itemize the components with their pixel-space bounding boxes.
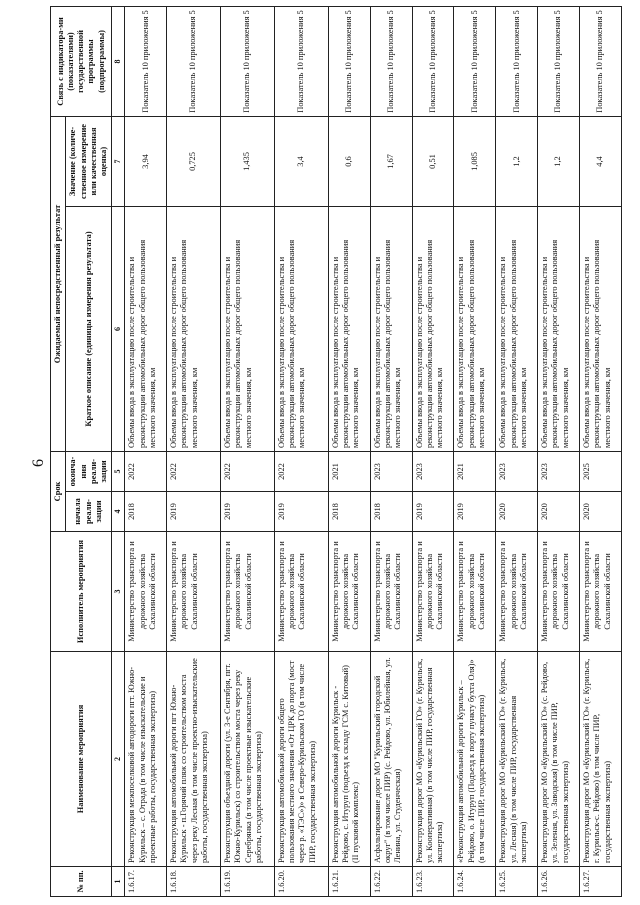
- row-link: Показатель 10 приложения 5: [125, 6, 167, 116]
- row-name: Реконструкция дорог МО «Курильский ГО» (г. Курильск, ул. Лесная) (в том числе ПИР, государственная экспертиза): [496, 652, 538, 867]
- row-number: 1.6.18.: [167, 867, 221, 897]
- row-link: Показатель 10 приложения 5: [274, 6, 328, 116]
- row-start: 2020: [496, 492, 538, 532]
- row-executor: Министерство транспорта и дорожного хозяйства Сахалинской области: [125, 532, 167, 652]
- row-link: Показатель 10 приложения 5: [538, 6, 580, 116]
- column-number: 8: [112, 6, 125, 116]
- row-start: 2018: [370, 492, 412, 532]
- row-name: «Реконструкция автомобильной дороги Курильск – Рейдово, о. Итуруп (Подъезд к порту пункту бухта Оля)» (в том числе ПИР, государственная экспертиза): [454, 652, 496, 867]
- row-value: 1,2: [496, 116, 538, 206]
- row-link: Показатель 10 приложения 5: [454, 6, 496, 116]
- row-description: Объемы ввода в эксплуатацию после строительства и реконструкции автомобильных дорог общего пользования местного значения, км: [221, 206, 275, 451]
- row-value: 0,51: [412, 116, 454, 206]
- row-start: 2019: [454, 492, 496, 532]
- row-value: 4,4: [580, 116, 622, 206]
- table-row: [496, 6, 538, 896]
- header-executor: Исполнитель мероприятия: [51, 532, 112, 652]
- row-name: Реконструкция межпоселковой автодороги пгт. Южно-Курильск – с. Отрада (в том числе изыскательские и проектные работы, государственная экспертиза): [125, 652, 167, 867]
- row-start: 2018: [125, 492, 167, 532]
- row-executor: Министерство транспорта и дорожного хозяйства Сахалинской области: [580, 532, 622, 652]
- page-number: 6: [30, 459, 47, 467]
- table-row: [125, 6, 167, 896]
- row-link: Показатель 10 приложения 5: [167, 6, 221, 116]
- row-start: 2019: [221, 492, 275, 532]
- row-start: 2019: [167, 492, 221, 532]
- row-number: 1.6.20.: [274, 867, 328, 897]
- table-row: [167, 6, 221, 896]
- column-number: 1: [112, 867, 125, 897]
- row-executor: Министерство транспорта и дорожного хозяйства Сахалинской области: [167, 532, 221, 652]
- row-description: Объемы ввода в эксплуатацию после строительства и реконструкции автомобильных дорог общего пользования местного значения, км: [370, 206, 412, 451]
- row-value: 1,085: [454, 116, 496, 206]
- row-name: Реконструкция автомобильной дороги пгт Южно-Курильск - п.Горячий пляж со строительством моста через реку Лесная (в том числе проектно-изыскательские работы, государственная экспертиза): [167, 652, 221, 867]
- column-number: 7: [112, 116, 125, 206]
- row-number: 1.6.23.: [412, 867, 454, 897]
- row-number: 1.6.24.: [454, 867, 496, 897]
- row-name: Реконструкция дорог МО «Курильский ГО» (г. Курильск, ул. Кооперативная) (в том числе ПИР, государственная экспертиза): [412, 652, 454, 867]
- row-number: 1.6.21.: [328, 867, 370, 897]
- table-row: [454, 6, 496, 896]
- header-link: Связь с индикатора-ми (показателями) государственной программы (подпрограммы): [51, 6, 112, 116]
- row-value: 1,2: [538, 116, 580, 206]
- row-link: Показатель 10 приложения 5: [370, 6, 412, 116]
- row-value: 3,4: [274, 116, 328, 206]
- row-description: Объемы ввода в эксплуатацию после строительства и реконструкции автомобильных дорог общего пользования местного значения, км: [580, 206, 622, 451]
- activities-table: [50, 6, 622, 897]
- row-executor: Министерство транспорта и дорожного хозяйства Сахалинской области: [496, 532, 538, 652]
- row-description: Объемы ввода в эксплуатацию после строительства и реконструкции автомобильных дорог общего пользования местного значения, км: [538, 206, 580, 451]
- row-start: 2019: [412, 492, 454, 532]
- row-end: 2023: [412, 451, 454, 491]
- table-row: [370, 6, 412, 896]
- column-number: 5: [112, 451, 125, 491]
- header-expected-value: Значение (количе-ственное измерение или качественная оценка): [66, 116, 112, 206]
- row-value: 0,725: [167, 116, 221, 206]
- row-description: Объемы ввода в эксплуатацию после строительства и реконструкции автомобильных дорог общего пользования местного значения, км: [454, 206, 496, 451]
- row-name: Реконструкция автомобильной дороги Курильск - Рейдово, с. Итуруп (подъезд к складу ГСМ с. Китовый) (II пусковой комплекс): [328, 652, 370, 867]
- row-description: Объемы ввода в эксплуатацию после строительства и реконструкции автомобильных дорог общего пользования местного значения, км: [125, 206, 167, 451]
- row-executor: Министерство транспорта и дорожного хозяйства Сахалинской области: [221, 532, 275, 652]
- row-executor: Министерство транспорта и дорожного хозяйства Сахалинской области: [328, 532, 370, 652]
- row-executor: Министерство транспорта и дорожного хозяйства Сахалинской области: [274, 532, 328, 652]
- row-value: 1,435: [221, 116, 275, 206]
- row-description: Объемы ввода в эксплуатацию после строительства и реконструкции автомобильных дорог общего пользования местного значения, км: [328, 206, 370, 451]
- row-end: 2025: [580, 451, 622, 491]
- column-number-row: [112, 6, 125, 896]
- table-row: [221, 6, 275, 896]
- column-number: 6: [112, 206, 125, 451]
- header-expected-desc: Краткое описание (единицы измерения результата): [66, 206, 112, 451]
- row-description: Объемы ввода в эксплуатацию после строительства и реконструкции автомобильных дорог общего пользования местного значения, км: [412, 206, 454, 451]
- header-term: Срок: [51, 451, 66, 531]
- row-end: 2021: [328, 451, 370, 491]
- row-link: Показатель 10 приложения 5: [496, 6, 538, 116]
- row-description: Объемы ввода в эксплуатацию после строительства и реконструкции автомобильных дорог общего пользования местного значения, км: [274, 206, 328, 451]
- row-end: 2022: [125, 451, 167, 491]
- column-number: 2: [112, 652, 125, 867]
- row-value: 3,94: [125, 116, 167, 206]
- row-description: Объемы ввода в эксплуатацию после строительства и реконструкции автомобильных дорог общего пользования местного значения, км: [496, 206, 538, 451]
- row-end: 2022: [167, 451, 221, 491]
- column-number: 4: [112, 492, 125, 532]
- row-start: 2018: [328, 492, 370, 532]
- row-executor: Министерство транспорта и дорожного хозяйства Сахалинской области: [538, 532, 580, 652]
- row-number: 1.6.25.: [496, 867, 538, 897]
- row-number: 1.6.22.: [370, 867, 412, 897]
- row-name: Реконструкция автомобильной дороги общего пользования местного значения «От ЦРК до порта (мост через р. «ТЭС»)» в Северо-Курильском ГО (в том числе ПИР, государственная экспертиза): [274, 652, 328, 867]
- column-number: 3: [112, 532, 125, 652]
- row-end: 2022: [221, 451, 275, 491]
- row-name: Реконструкция дорог МО «Курильский ГО» (г. Курильск, г. Курильск-с. Рейдово) (в том числе ПИР, государственная экспертиза): [580, 652, 622, 867]
- row-end: 2023: [496, 451, 538, 491]
- row-number: 1.6.27.: [580, 867, 622, 897]
- row-executor: Министерство транспорта и дорожного хозяйства Сахалинской области: [370, 532, 412, 652]
- row-name: Реконструкция объездной дороги (ул. 3-е Сентября, пгт. Южно-Курильск) со строительством моста через реку Серебрянка (в том числе проектные изыскательские работы, государственная экспертиза): [221, 652, 275, 867]
- row-start: 2019: [274, 492, 328, 532]
- header-expected: Ожидаемый непосредственный результат: [51, 116, 66, 451]
- table-row: [274, 6, 328, 896]
- row-number: 1.6.17.: [125, 867, 167, 897]
- row-end: 2021: [454, 451, 496, 491]
- row-description: Объемы ввода в эксплуатацию после строительства и реконструкции автомобильных дорог общего пользования местного значения, км: [167, 206, 221, 451]
- row-end: 2023: [538, 451, 580, 491]
- row-executor: Министерство транспорта и дорожного хозяйства Сахалинской области: [412, 532, 454, 652]
- table-row: [328, 6, 370, 896]
- table-row: [538, 6, 580, 896]
- table-row: [412, 6, 454, 896]
- row-value: 0,6: [328, 116, 370, 206]
- header-term-start: начала реали-зации: [66, 492, 112, 532]
- row-link: Показатель 10 приложения 5: [221, 6, 275, 116]
- row-end: 2022: [274, 451, 328, 491]
- row-number: 1.6.26.: [538, 867, 580, 897]
- row-link: Показатель 10 приложения 5: [580, 6, 622, 116]
- header-no: № пп.: [51, 867, 112, 897]
- row-start: 2020: [580, 492, 622, 532]
- row-name: Асфальтирование дорог МО "Курильский городской округ" (в том числе ПИР) (с. Рейдово, ул. Юбилейная, ул. Ленина, ул. Студенческая): [370, 652, 412, 867]
- row-value: 1,67: [370, 116, 412, 206]
- row-start: 2020: [538, 492, 580, 532]
- row-end: 2023: [370, 451, 412, 491]
- row-link: Показатель 10 приложения 5: [412, 6, 454, 116]
- header-term-end: оконча-ния реали-зации: [66, 451, 112, 491]
- header-name: Наименование мероприятия: [51, 652, 112, 867]
- row-link: Показатель 10 приложения 5: [328, 6, 370, 116]
- row-number: 1.6.19.: [221, 867, 275, 897]
- table-row: [580, 6, 622, 896]
- row-executor: Министерство транспорта и дорожного хозяйства Сахалинской области: [454, 532, 496, 652]
- header-row-1: [51, 6, 66, 896]
- row-name: Реконструкция дорог МО «Курильский ГО» (с. Рейдово, ул. Зеленая, ул. Заводская) (в том числе ПИР, государственная экспертиза): [538, 652, 580, 867]
